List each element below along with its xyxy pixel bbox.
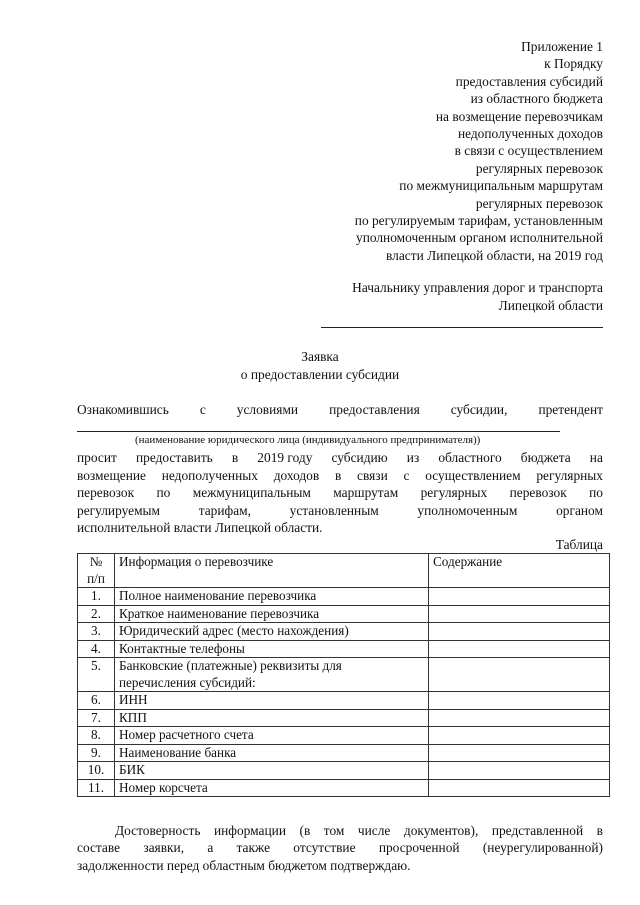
word: просроченной <box>378 840 460 856</box>
word: (в <box>299 823 311 838</box>
table-row <box>78 709 610 727</box>
word: осуществлением <box>425 467 521 483</box>
title-line-2: о предоставлении субсидии <box>240 367 400 382</box>
row-num: 9. <box>78 744 115 762</box>
header-info-cell: Информация о перевозчике <box>115 554 429 588</box>
table-row <box>78 744 610 762</box>
word: перевозок <box>509 485 567 501</box>
word: регулярных <box>536 467 603 483</box>
word: на <box>589 450 603 465</box>
row-content-field[interactable] <box>429 744 610 762</box>
row-num: 2. <box>78 605 115 623</box>
appendix-line: к Порядку <box>544 56 603 72</box>
appendix-line: недополученных доходов <box>457 126 603 142</box>
row-label: ИНН <box>115 692 429 710</box>
intro-word: с <box>199 402 206 417</box>
row-content-field[interactable] <box>429 623 610 641</box>
row-label: Полное наименование перевозчика <box>115 588 429 606</box>
row-label: Номер корсчета <box>115 779 429 797</box>
header-num: № <box>89 554 103 569</box>
intro-word: субсидии, <box>450 402 508 417</box>
appendix-line: уполномоченным органом исполнительной <box>356 230 603 246</box>
addressee-block <box>352 279 603 314</box>
word: органом <box>556 502 603 518</box>
word: регулярных <box>420 485 488 501</box>
row-content-field[interactable] <box>429 762 610 780</box>
table-row <box>78 692 610 710</box>
row-label: Юридический адрес (место нахождения) <box>115 623 429 641</box>
word: представленной <box>491 823 584 838</box>
footer-line <box>77 822 603 839</box>
row-label-line-2: перечисления субсидий: <box>119 674 256 690</box>
paragraph-line <box>77 449 603 467</box>
table-row <box>78 605 610 623</box>
word: регулируемым <box>77 502 161 518</box>
appendix-line: по межмуниципальным маршрутам <box>399 178 603 194</box>
word: задолженности перед областным бюджетом подтверждаю. <box>77 857 411 873</box>
table-row <box>78 779 610 797</box>
row-label: Номер расчетного счета <box>115 727 429 745</box>
word: маршрутам <box>333 485 399 501</box>
applicant-name-field[interactable] <box>77 431 560 432</box>
word: областного <box>438 450 502 465</box>
row-content-field[interactable] <box>429 779 610 797</box>
row-content-field[interactable] <box>429 605 610 623</box>
word: в <box>231 450 239 465</box>
paragraph-line <box>77 467 603 485</box>
word: числе <box>357 823 391 838</box>
title-line-1: Заявка <box>301 349 339 364</box>
table-header-row <box>78 554 610 588</box>
appendix-line: из областного бюджета <box>470 91 603 107</box>
intro-word: условиями <box>236 402 299 417</box>
word: в <box>334 467 342 483</box>
carrier-info-table <box>77 553 610 797</box>
intro-word: предоставления <box>329 402 420 417</box>
table-caption: Таблица <box>555 537 603 552</box>
word: перевозок <box>77 485 135 501</box>
row-num: 4. <box>78 640 115 658</box>
table-row <box>78 762 610 780</box>
word: по <box>589 485 603 501</box>
row-label <box>115 658 429 692</box>
paragraph-line <box>77 484 603 502</box>
word: документов), <box>403 823 479 838</box>
row-num: 3. <box>78 623 115 641</box>
header-num-sub: п/п <box>87 570 105 586</box>
table-row <box>78 640 610 658</box>
table-row <box>78 658 610 692</box>
word: просит <box>77 450 117 465</box>
row-num: 8. <box>78 727 115 745</box>
row-label: Краткое наименование перевозчика <box>115 605 429 623</box>
row-content-field[interactable] <box>429 709 610 727</box>
row-content-field[interactable] <box>429 727 610 745</box>
word: возмещение <box>77 467 146 483</box>
row-label: Контактные телефоны <box>115 640 429 658</box>
intro-line <box>77 402 603 418</box>
appendix-line: в связи с осуществлением <box>454 143 603 159</box>
paragraph-line <box>77 502 603 520</box>
row-num: 10. <box>78 762 115 780</box>
word: предоставить <box>135 450 213 465</box>
confirmation-paragraph <box>77 822 603 874</box>
row-content-field[interactable] <box>429 658 610 692</box>
word: 2019 году <box>257 450 313 465</box>
applicant-name-hint: (наименование юридического лица (индивидуального предпринимателя)) <box>135 434 481 446</box>
row-num: 1. <box>78 588 115 606</box>
word: в <box>596 823 603 838</box>
addressee-line-1: Начальнику управления дорог и транспорта <box>352 280 603 295</box>
row-label: БИК <box>115 762 429 780</box>
word: информации <box>213 823 286 838</box>
addressee-line-2: Липецкой области <box>498 297 603 313</box>
appendix-line: Приложение 1 <box>521 39 603 54</box>
word: связи <box>357 467 388 483</box>
word: межмуниципальным <box>192 485 311 501</box>
word: недополученных <box>161 467 258 483</box>
word: заявки, <box>143 840 185 856</box>
row-num: 7. <box>78 709 115 727</box>
appendix-block <box>355 38 603 264</box>
row-num: 5. <box>78 658 115 692</box>
row-num: 6. <box>78 692 115 710</box>
appendix-line: регулярных перевозок <box>475 195 603 211</box>
word: том <box>323 823 345 838</box>
word: Достоверность <box>115 823 201 838</box>
appendix-line: регулярных перевозок <box>475 160 603 176</box>
word: с <box>403 467 410 483</box>
word: из <box>406 450 420 465</box>
row-content-field[interactable] <box>429 640 610 658</box>
appendix-line: власти Липецкой области, на 2019 год <box>386 247 603 263</box>
appendix-line: по регулируемым тарифам, установленным <box>354 213 603 229</box>
word: тарифам, <box>198 502 251 518</box>
word: а <box>207 840 214 856</box>
word: составе <box>77 840 121 856</box>
request-paragraph <box>77 449 603 537</box>
word: также <box>236 840 271 856</box>
paragraph-line <box>77 519 603 537</box>
word: (неурегулированной) <box>482 840 603 856</box>
word: доходов <box>273 467 320 483</box>
word: уполномоченным <box>417 502 518 518</box>
word: бюджета <box>520 450 571 465</box>
row-content-field[interactable] <box>429 588 610 606</box>
word: субсидию <box>331 450 388 465</box>
addressee-signature-line <box>321 327 603 328</box>
word: установленным <box>289 502 379 518</box>
table-row <box>78 727 610 745</box>
word: отсутствие <box>293 840 356 856</box>
word: по <box>156 485 171 501</box>
row-label: Наименование банка <box>115 744 429 762</box>
appendix-line: на возмещение перевозчикам <box>435 108 603 124</box>
header-num-cell <box>78 554 115 588</box>
table-row <box>78 623 610 641</box>
footer-line <box>77 857 603 874</box>
row-num: 11. <box>78 779 115 797</box>
row-label: КПП <box>115 709 429 727</box>
intro-word: Ознакомившись <box>77 402 169 417</box>
table-row <box>78 588 610 606</box>
appendix-line: предоставления субсидий <box>455 73 603 89</box>
row-label-line-1: Банковские (платежные) реквизиты для <box>119 658 342 673</box>
word: исполнительной власти Липецкой области. <box>77 520 323 536</box>
intro-word: претендент <box>538 402 603 417</box>
row-content-field[interactable] <box>429 692 610 710</box>
document-title <box>0 348 640 384</box>
header-content-cell: Содержание <box>429 554 610 588</box>
footer-line <box>77 839 603 856</box>
